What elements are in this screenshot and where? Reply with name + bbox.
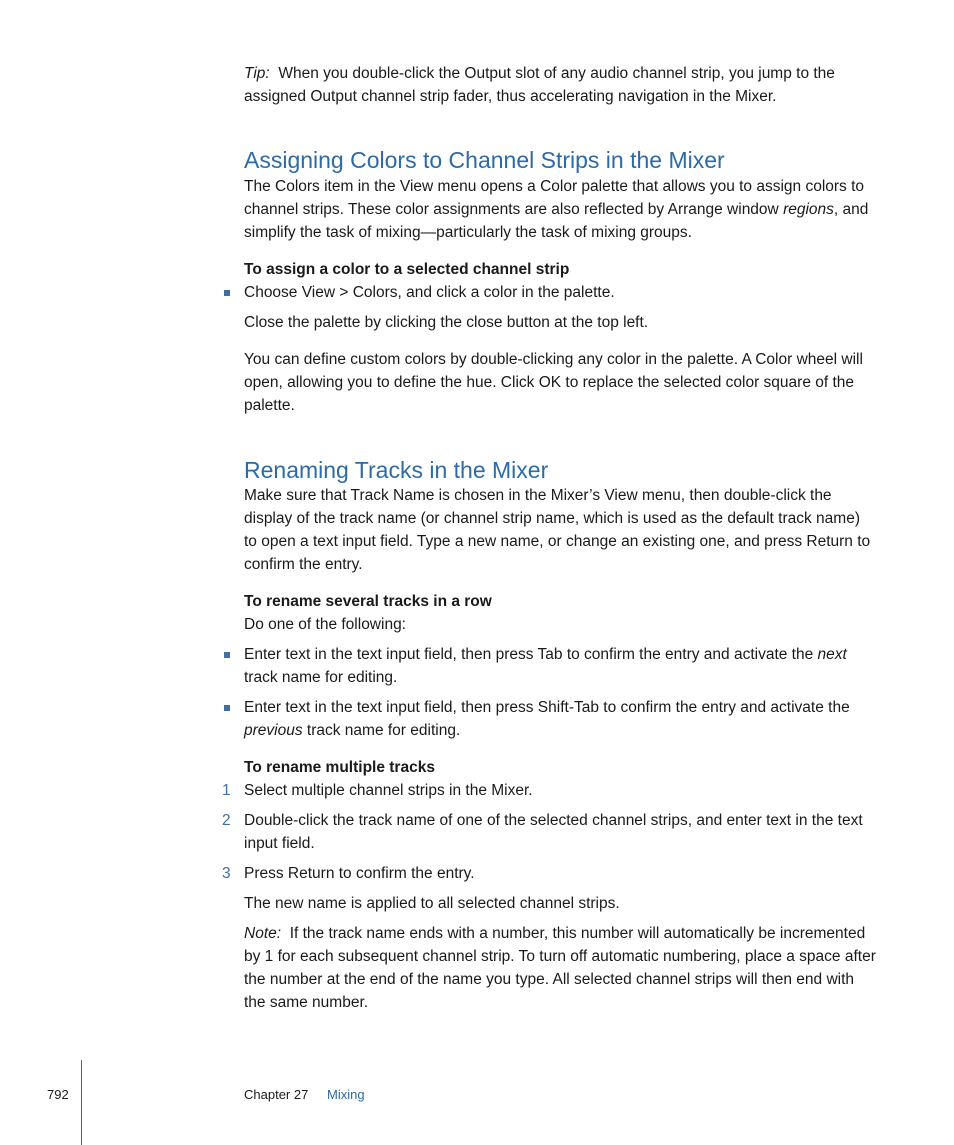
step-number: 3 — [222, 865, 231, 882]
task-lead: Do one of the following: — [244, 616, 406, 633]
custom-colors-paragraph: You can define custom colors by double-clicking any color in the palette. A Color wheel will open, allowing you to define the hue. Click OK to replace the selected color square of the palette. — [244, 351, 863, 414]
section-heading-colors: Assigning Colors to Channel Strips in the Mixer — [244, 147, 725, 173]
bullet-text: Choose View > Colors, and click a color in the palette. — [244, 284, 615, 301]
footer-section: Mixing — [327, 1087, 365, 1102]
colors-intro-italic: regions — [783, 201, 834, 218]
bullet-italic: previous — [244, 722, 303, 739]
step-number: 2 — [222, 812, 231, 829]
list-item — [244, 696, 876, 742]
step-text: Select multiple channel strips in the Mixer. — [244, 782, 533, 799]
colors-intro-text-end: , and simplify the task of mixing—particularly the task of mixing groups. — [244, 201, 869, 241]
note-label: Note: — [244, 925, 282, 942]
step-number: 1 — [222, 782, 231, 799]
step-text: Double-click the track name of one of the selected channel strips, and enter text in the text input field. — [244, 812, 863, 852]
task-title-rename-multiple: To rename multiple tracks — [244, 759, 435, 776]
tip-text: When you double-click the Output slot of any audio channel strip, you jump to the assigned Output channel strip fader, thus accelerating navigation in the Mixer. — [244, 65, 835, 105]
page-number: 792 — [47, 1087, 69, 1102]
step-item — [222, 809, 876, 855]
note-paragraph — [244, 922, 876, 1014]
footer-rule — [81, 1060, 82, 1145]
list-item — [244, 643, 876, 689]
bullet-icon — [224, 652, 230, 658]
result-paragraph: The new name is applied to all selected channel strips. — [244, 895, 620, 912]
step-item — [222, 779, 876, 802]
step-item — [222, 862, 876, 885]
footer-chapter: Chapter 27 — [244, 1087, 309, 1102]
bullet-icon — [224, 290, 230, 296]
list-item — [244, 281, 876, 304]
tip-label: Tip: — [244, 65, 270, 82]
note-text: If the track name ends with a number, this number will automatically be incremented by 1 for each subsequent channel strip. To turn off automatic numbering, place a space after the number at the end of the name you type. All selected channel strips will then end with the same number. — [244, 925, 876, 1011]
tip-paragraph — [244, 62, 876, 108]
close-palette-paragraph: Close the palette by clicking the close button at the top left. — [244, 314, 649, 331]
bullet-text: Enter text in the text input field, then press Shift-Tab to confirm the entry and activate the — [244, 699, 850, 716]
bullet-text-end: track name for editing. — [244, 669, 398, 686]
bullet-text-end: track name for editing. — [302, 722, 461, 739]
colors-intro — [244, 175, 876, 244]
section-heading-renaming: Renaming Tracks in the Mixer — [244, 457, 549, 483]
task-title-rename-row: To rename several tracks in a row — [244, 593, 492, 610]
bullet-italic: next — [817, 646, 847, 663]
bullet-text: Enter text in the text input field, then press Tab to confirm the entry and activate the — [244, 646, 818, 663]
colors-intro-text: The Colors item in the View menu opens a Color palette that allows you to assign colors to channel strips. These color assignments are also reflected by Arrange window — [244, 178, 865, 218]
task-title-assign-color: To assign a color to a selected channel strip — [244, 261, 570, 278]
bullet-icon — [224, 705, 230, 711]
step-text: Press Return to confirm the entry. — [244, 865, 475, 882]
renaming-intro: Make sure that Track Name is chosen in the Mixer’s View menu, then double-click the display of the track name (or channel strip name, which is used as the default track name) to open a text input field. Type a new name, or change an existing one, and press Return to confirm the entry. — [244, 487, 871, 573]
